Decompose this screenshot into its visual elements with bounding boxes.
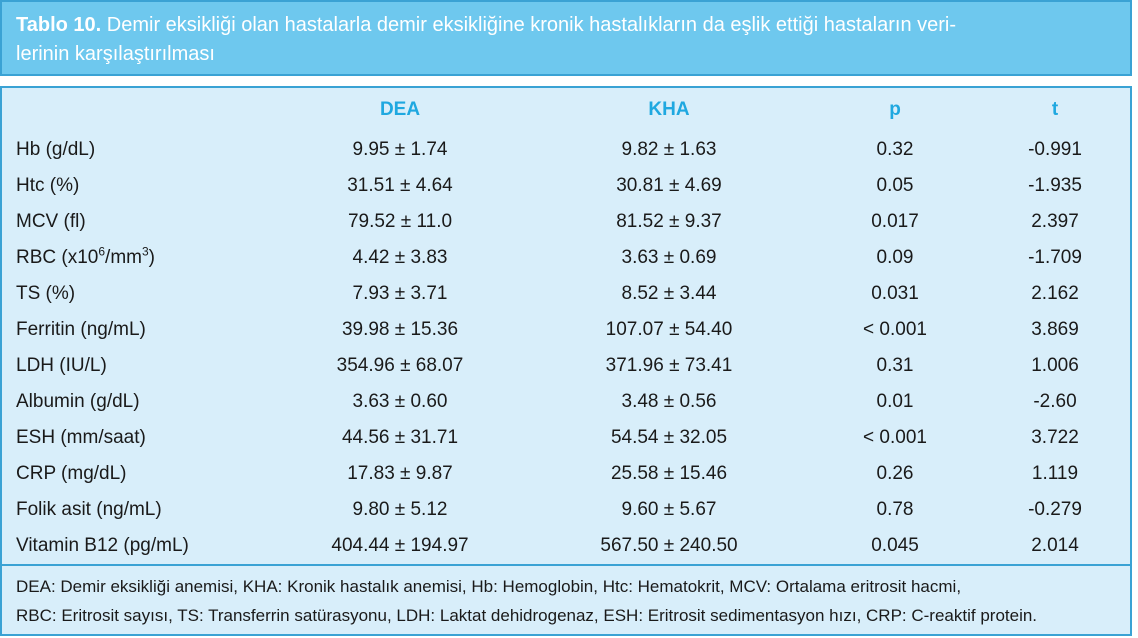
- cell-p: 0.05: [876, 175, 914, 196]
- cell-p: < 0.001: [863, 319, 927, 340]
- table-row: [2, 420, 1130, 456]
- cell-kha: 567.50 ± 240.50: [600, 535, 738, 556]
- cell-kha: 8.52 ± 3.44: [621, 283, 717, 304]
- cell-dea: 44.56 ± 31.71: [341, 427, 459, 448]
- cell-p: 0.31: [876, 355, 914, 376]
- row-label: Vitamin B12 (pg/mL): [16, 535, 189, 556]
- row-label: Ferritin (ng/mL): [16, 319, 146, 340]
- caption-label: Tablo 10.: [16, 14, 102, 36]
- cell-dea: 3.63 ± 0.60: [352, 391, 448, 412]
- header-row: [2, 88, 1130, 132]
- cell-dea: 9.95 ± 1.74: [352, 139, 448, 160]
- cell-t: 1.119: [1031, 463, 1079, 484]
- cell-t: 2.014: [1031, 535, 1079, 556]
- table-row: [2, 384, 1130, 420]
- header-cell-p: p: [889, 99, 901, 120]
- caption-text-1: Demir eksikliği olan hastalarla demir eksikliğine kronik hastalıkların da eşlik ettiği hastaların veri-: [101, 14, 957, 36]
- cell-t: 3.722: [1031, 427, 1079, 448]
- cell-t: -2.60: [1033, 391, 1077, 412]
- row-label: ESH (mm/saat): [16, 427, 146, 448]
- cell-p: 0.031: [871, 283, 919, 304]
- header-cell-kha: KHA: [648, 99, 690, 120]
- footnote-line-2: RBC: Eritrosit sayısı, TS: Transferrin satürasyonu, LDH: Laktat dehidrogenaz, ESH: Eritrosit sedimentasyon hızı, CRP: C-reaktif protein.: [16, 606, 1038, 625]
- row-label: LDH (IU/L): [16, 355, 107, 376]
- cell-p: 0.01: [876, 391, 914, 412]
- cell-kha: 9.60 ± 5.67: [621, 499, 717, 520]
- cell-t: -0.279: [1028, 499, 1082, 520]
- cell-dea: 31.51 ± 4.64: [347, 175, 453, 196]
- cell-kha: 9.82 ± 1.63: [621, 139, 717, 160]
- footnote-line-1: DEA: Demir eksikliği anemisi, KHA: Kronik hastalık anemisi, Hb: Hemoglobin, Htc: Hematokrit, MCV: Ortalama eritrosit hacmi,: [16, 577, 962, 596]
- cell-t: 3.869: [1031, 319, 1079, 340]
- cell-p: 0.045: [871, 535, 919, 556]
- data-table: [2, 88, 1130, 564]
- table-row: [2, 276, 1130, 312]
- row-label: Folik asit (ng/mL): [16, 499, 162, 520]
- cell-kha: 81.52 ± 9.37: [616, 211, 722, 232]
- cell-dea: 7.93 ± 3.71: [352, 283, 448, 304]
- row-label-sup-2: 3: [141, 244, 149, 259]
- table-row: [2, 492, 1130, 528]
- table-row: [2, 348, 1130, 384]
- cell-t: 2.397: [1031, 211, 1079, 232]
- header-cell-t: t: [1051, 99, 1059, 120]
- cell-dea: 79.52 ± 11.0: [347, 211, 453, 232]
- cell-dea: 39.98 ± 15.36: [341, 319, 459, 340]
- row-label: Hb (g/dL): [16, 139, 96, 160]
- cell-t: -1.709: [1028, 247, 1082, 268]
- cell-dea: 354.96 ± 68.07: [336, 355, 464, 376]
- cell-kha: 3.48 ± 0.56: [621, 391, 717, 412]
- cell-kha: 30.81 ± 4.69: [616, 175, 722, 196]
- table-row: [2, 456, 1130, 492]
- table-row: [2, 528, 1130, 564]
- cell-p: 0.017: [871, 211, 919, 232]
- header-cell-empty: [2, 88, 272, 132]
- row-label: Htc (%): [16, 175, 80, 196]
- cell-t: 2.162: [1031, 283, 1079, 304]
- caption-text-2: lerinin karşılaştırılması: [16, 43, 215, 65]
- table-row: [2, 132, 1130, 168]
- table-panel: [0, 86, 1132, 636]
- cell-dea: 9.80 ± 5.12: [352, 499, 448, 520]
- row-label: TS (%): [16, 283, 76, 304]
- row-label-sup-1: 6: [98, 244, 106, 259]
- cell-t: -0.991: [1028, 139, 1082, 160]
- row-label-mid: /mm: [105, 247, 142, 268]
- row-label: Albumin (g/dL): [16, 391, 140, 412]
- row-label-prefix: RBC (x10: [16, 247, 99, 268]
- row-label-suffix: ): [148, 247, 155, 268]
- table-footnote: [16, 572, 1116, 630]
- cell-t: 1.006: [1031, 355, 1079, 376]
- table-row: [2, 240, 1130, 276]
- table-row: [2, 204, 1130, 240]
- cell-kha: 54.54 ± 32.05: [610, 427, 728, 448]
- table-caption: [0, 0, 1132, 76]
- cell-p: 0.32: [876, 139, 914, 160]
- row-label: CRP (mg/dL): [16, 463, 127, 484]
- table-row: [2, 312, 1130, 348]
- cell-kha: 107.07 ± 54.40: [605, 319, 733, 340]
- row-label: MCV (fl): [16, 211, 86, 232]
- cell-p: 0.78: [876, 499, 914, 520]
- row-label: [2, 240, 272, 276]
- footnote-divider: [2, 564, 1130, 566]
- cell-p: 0.09: [876, 247, 914, 268]
- header-cell-dea: DEA: [379, 99, 421, 120]
- cell-dea: 4.42 ± 3.83: [352, 247, 448, 268]
- cell-p: 0.26: [876, 463, 914, 484]
- cell-t: -1.935: [1028, 175, 1082, 196]
- cell-dea: 17.83 ± 9.87: [347, 463, 453, 484]
- caption-line-1: [16, 11, 1116, 40]
- cell-p: < 0.001: [863, 427, 927, 448]
- cell-kha: 3.63 ± 0.69: [621, 247, 717, 268]
- cell-kha: 371.96 ± 73.41: [605, 355, 733, 376]
- cell-dea: 404.44 ± 194.97: [331, 535, 469, 556]
- cell-kha: 25.58 ± 15.46: [610, 463, 728, 484]
- table-row: [2, 168, 1130, 204]
